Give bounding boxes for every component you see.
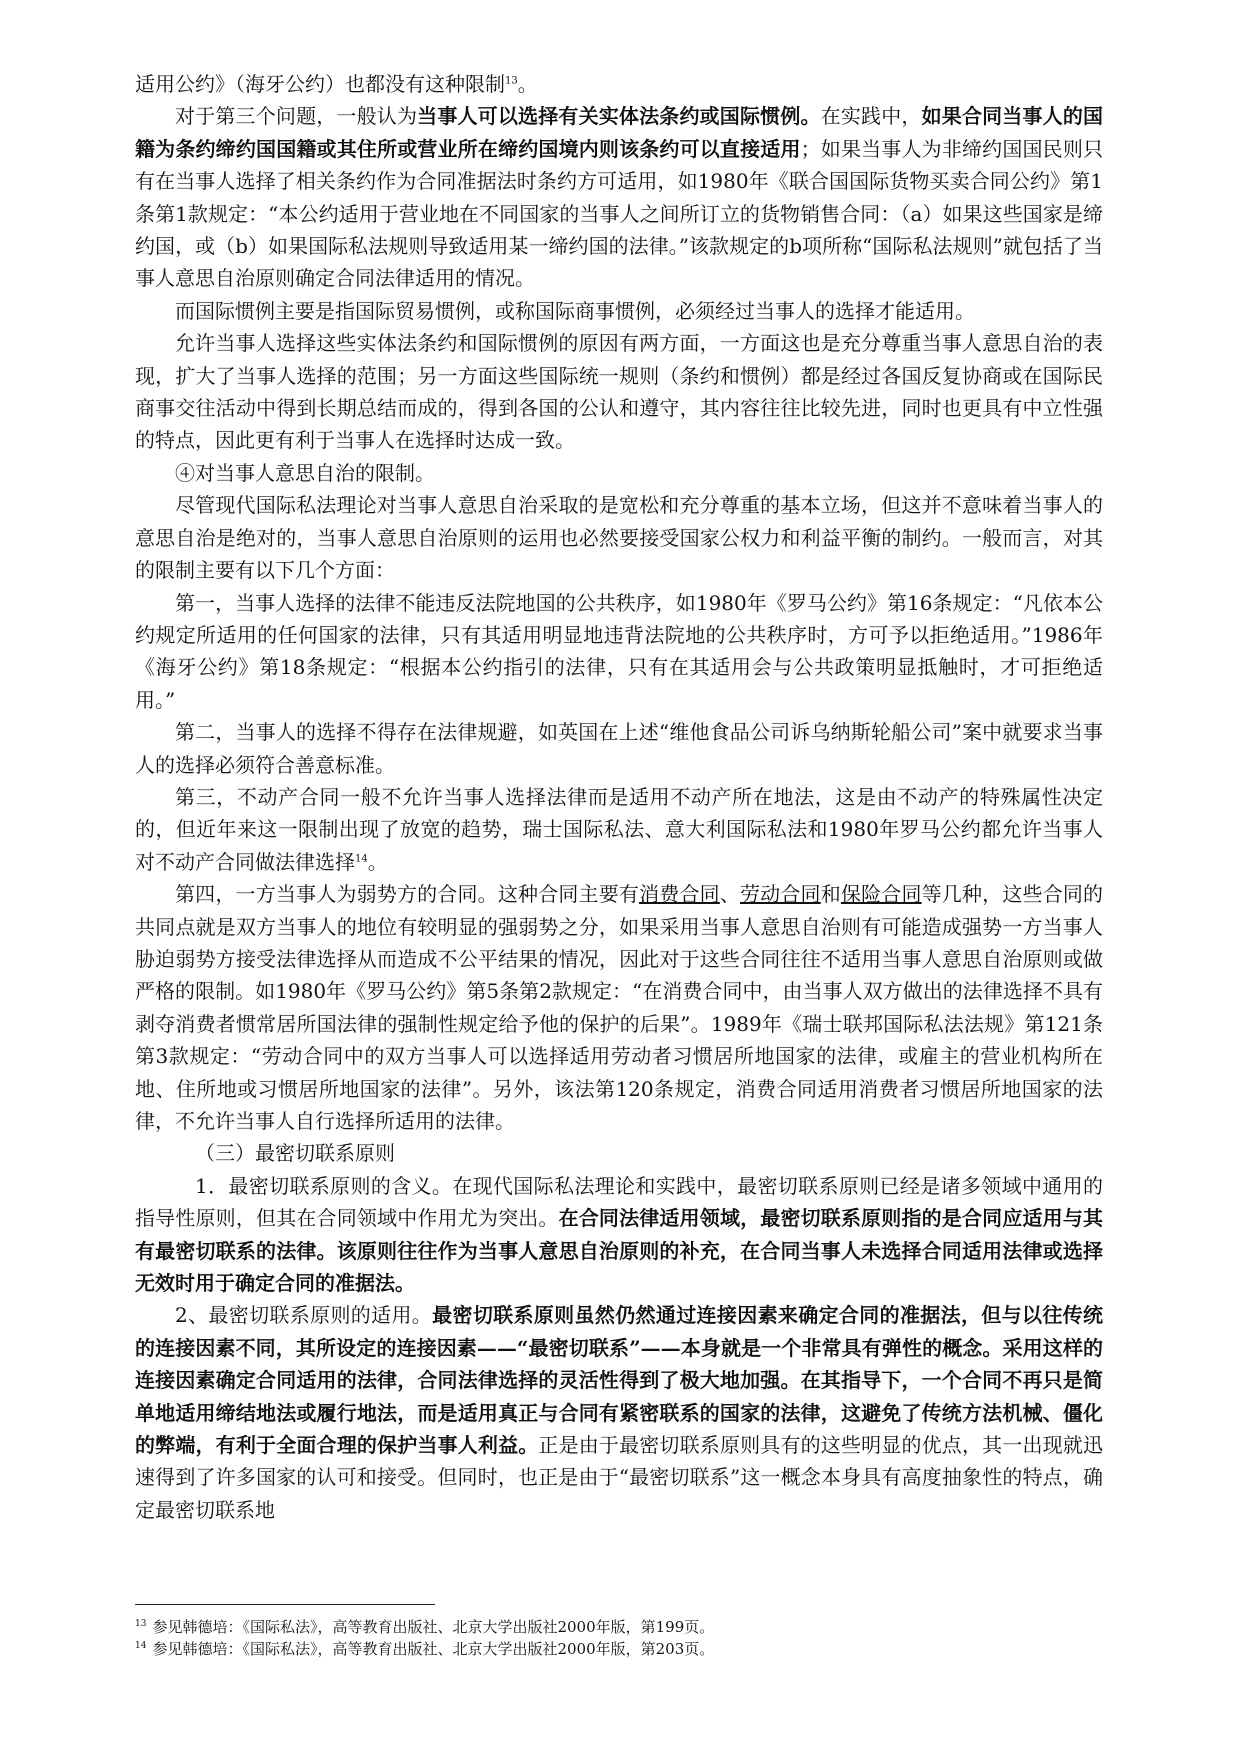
- paragraph-4: 允许当事人选择这些实体法条约和国际惯例的原因有两方面，一方面这也是充分尊重当事人意思自治的表现，扩大了当事人选择的范围；另一方面这些国际统一规则（条约和惯例）都是经过各国反复协商或在国际民商事交往活动中得到长期总结而成的，得到各国的公认和遵守，其内容往往比较先进，同时也更具有中立性强的特点，因此更有利于当事人在选择时达成一致。: [135, 331, 1103, 453]
- paragraph-6: 尽管现代国际私法理论对当事人意思自治采取的是宽松和充分尊重的基本立场，但这并不意味着当事人的意思自治是绝对的，当事人意思自治原则的运用也必然要接受国家公权力和利益平衡的制约。一般而言，对其的限制主要有以下几个方面：: [135, 493, 1103, 583]
- paragraph-10: [135, 878, 1103, 1137]
- paragraph-13: [135, 1299, 1103, 1526]
- footnote-separator: [135, 1604, 435, 1605]
- text: 2、最密切联系原则的适用。: [175, 1303, 433, 1328]
- bold-text: 如果合同当事人的国籍为条约缔约国国籍或其住所或营业所在缔约国境内则该条约可以直接适用: [135, 104, 1104, 161]
- footnote-14: [135, 1638, 1103, 1660]
- text: 适用公约》（海牙公约）也都没有这种限制: [135, 72, 505, 96]
- footnote-number: 14: [135, 1641, 147, 1651]
- footnote-number: 13: [135, 1619, 147, 1629]
- text: 、: [719, 882, 740, 907]
- text: 正是由于最密切联系原则具有的这些明显的优点，其一出现就迅速得到了许多国家的认可和接受。但同时，也正是由于“最密切联系”这一概念本身具有高度抽象性的特点，确定最密切联系地: [135, 1433, 1104, 1522]
- footnotes: [135, 1616, 1103, 1660]
- section-heading: （三）最密切联系原则: [195, 1141, 395, 1166]
- text: 和: [820, 882, 841, 907]
- paragraph-2: [135, 100, 1103, 294]
- paragraph-9: [135, 781, 1103, 878]
- link-labor-contract[interactable]: 劳动合同: [740, 882, 821, 907]
- paragraph-5: ④对当事人意思自治的限制。: [175, 460, 435, 485]
- text: ；如果当事人为非缔约国国民则只有在当事人选择了相关条约作为合同准据法时条约方可适用，如1980年《联合国国际货物买卖合同公约》第1条第1款规定：“本公约适用于营业地在不同国家的当事人之间所订立的货物销售合同：（a）如果这些国家是缔约国，或（b）如果国际私法规则导致适用某一缔约国的法律。”该款规定的b项所称“国际私法规则”就包括了当事人意思自治原则确定合同法律适用的情况。: [135, 136, 1104, 291]
- footnote-13: [135, 1616, 1103, 1638]
- footnote-ref-14[interactable]: 14: [355, 853, 368, 865]
- bold-text: 当事人可以选择有关实体法条约或国际惯例。: [417, 104, 821, 129]
- text: 1．最密切联系原则的含义。在现代国际私法理论和实践中，最密切联系原则已经是诸多领域中通用的指导性原则，但其在合同领域中作用尤为突出。: [135, 1173, 1103, 1231]
- text: 对于第三个问题，一般认为: [175, 104, 418, 129]
- bold-text: 最密切联系原则虽然仍然通过连接因素来确定合同的准据法，但与以往传统的连接因素不同，其所设定的连接因素——“最密切联系”——本身就是一个非常具有弹性的概念。采用这样的连接因素确定合同适用的法律，合同法律选择的灵活性得到了极大地加强。在其指导下，一个合同不再只是简单地适用缔结地法或履行地法，而是适用真正与合同有紧密联系的国家的法律，这避免了传统方法机械、僵化的弊端，有利于全面合理的保护当事人利益。: [135, 1303, 1103, 1458]
- text: 第三，不动产合同一般不允许当事人选择法律而是适用不动产所在地法，这是由不动产的特殊属性决定的，但近年来这一限制出现了放宽的趋势，瑞士国际私法、意大利国际私法和1980年罗马公约都允许当事人对不动产合同做法律选择: [135, 784, 1103, 874]
- footnote-text: 参见韩德培：《国际私法》，高等教育出版社、北京大学出版社2000年版，第199页。: [152, 1618, 715, 1636]
- paragraph-3: 而国际惯例主要是指国际贸易惯例，或称国际商事惯例，必须经过当事人的选择才能适用。: [175, 298, 975, 323]
- paragraph-7: 第一，当事人选择的法律不能违反法院地国的公共秩序，如1980年《罗马公约》第16条规定：“凡依本公约规定所适用的任何国家的法律，只有其适用明显地违背法院地的公共秩序时，方可予以拒绝适用。”1986年《海牙公约》第18条规定：“根据本公约指引的法律，只有在其适用会与公共政策明显抵触时，才可拒绝适用。”: [135, 590, 1103, 712]
- text: 。: [367, 849, 388, 874]
- link-insurance-contract[interactable]: 保险合同: [840, 882, 922, 907]
- text: 第四，一方当事人为弱势方的合同。这种合同主要有: [175, 882, 640, 907]
- footnote-ref-13[interactable]: 13: [505, 75, 518, 87]
- text: 。: [517, 72, 538, 96]
- link-consumer-contract[interactable]: 消费合同: [639, 882, 720, 907]
- text: 等几种，这些合同的共同点就是双方当事人的地位有较明显的强弱势之分，如果采用当事人意思自治则有可能造成强势一方当事人胁迫弱势方接受法律选择从而造成不公平结果的情况，因此对于这些合同往往不适用当事人意思自治原则或做严格的限制。如1980年《罗马公约》第5条第2款规定：“在消费合同中，由当事人双方做出的法律选择不具有剥夺消费者惯常居所国法律的强制性规定给予他的保护的后果”。1989年《瑞士联邦国际私法法规》第121条第3款规定：“劳动合同中的双方当事人可以选择适用劳动者习惯居所地国家的法律，或雇主的营业机构所在地、住所地或习惯居所地国家的法律”。另外，该法第120条规定，消费合同适用消费者习惯居所地国家的法律，不允许当事人自行选择所适用的法律。: [135, 882, 1104, 1133]
- bold-text: 在合同法律适用领域，最密切联系原则指的是合同应适用与其有最密切联系的法律。该原则往往作为当事人意思自治原则的补充，在合同当事人未选择合同适用法律或选择无效时用于确定合同的准据法。: [135, 1206, 1104, 1296]
- document-body: [135, 68, 1103, 1526]
- paragraph-1: [135, 68, 1103, 100]
- paragraph-12: [135, 1170, 1103, 1300]
- text: 在实践中，: [820, 104, 922, 129]
- paragraph-8: 第二，当事人的选择不得存在法律规避，如英国在上述“维他食品公司诉乌纳斯轮船公司”案中就要求当事人的选择必须符合善意标准。: [135, 720, 1103, 777]
- footnote-text: 参见韩德培：《国际私法》，高等教育出版社、北京大学出版社2000年版，第203页。: [152, 1640, 715, 1658]
